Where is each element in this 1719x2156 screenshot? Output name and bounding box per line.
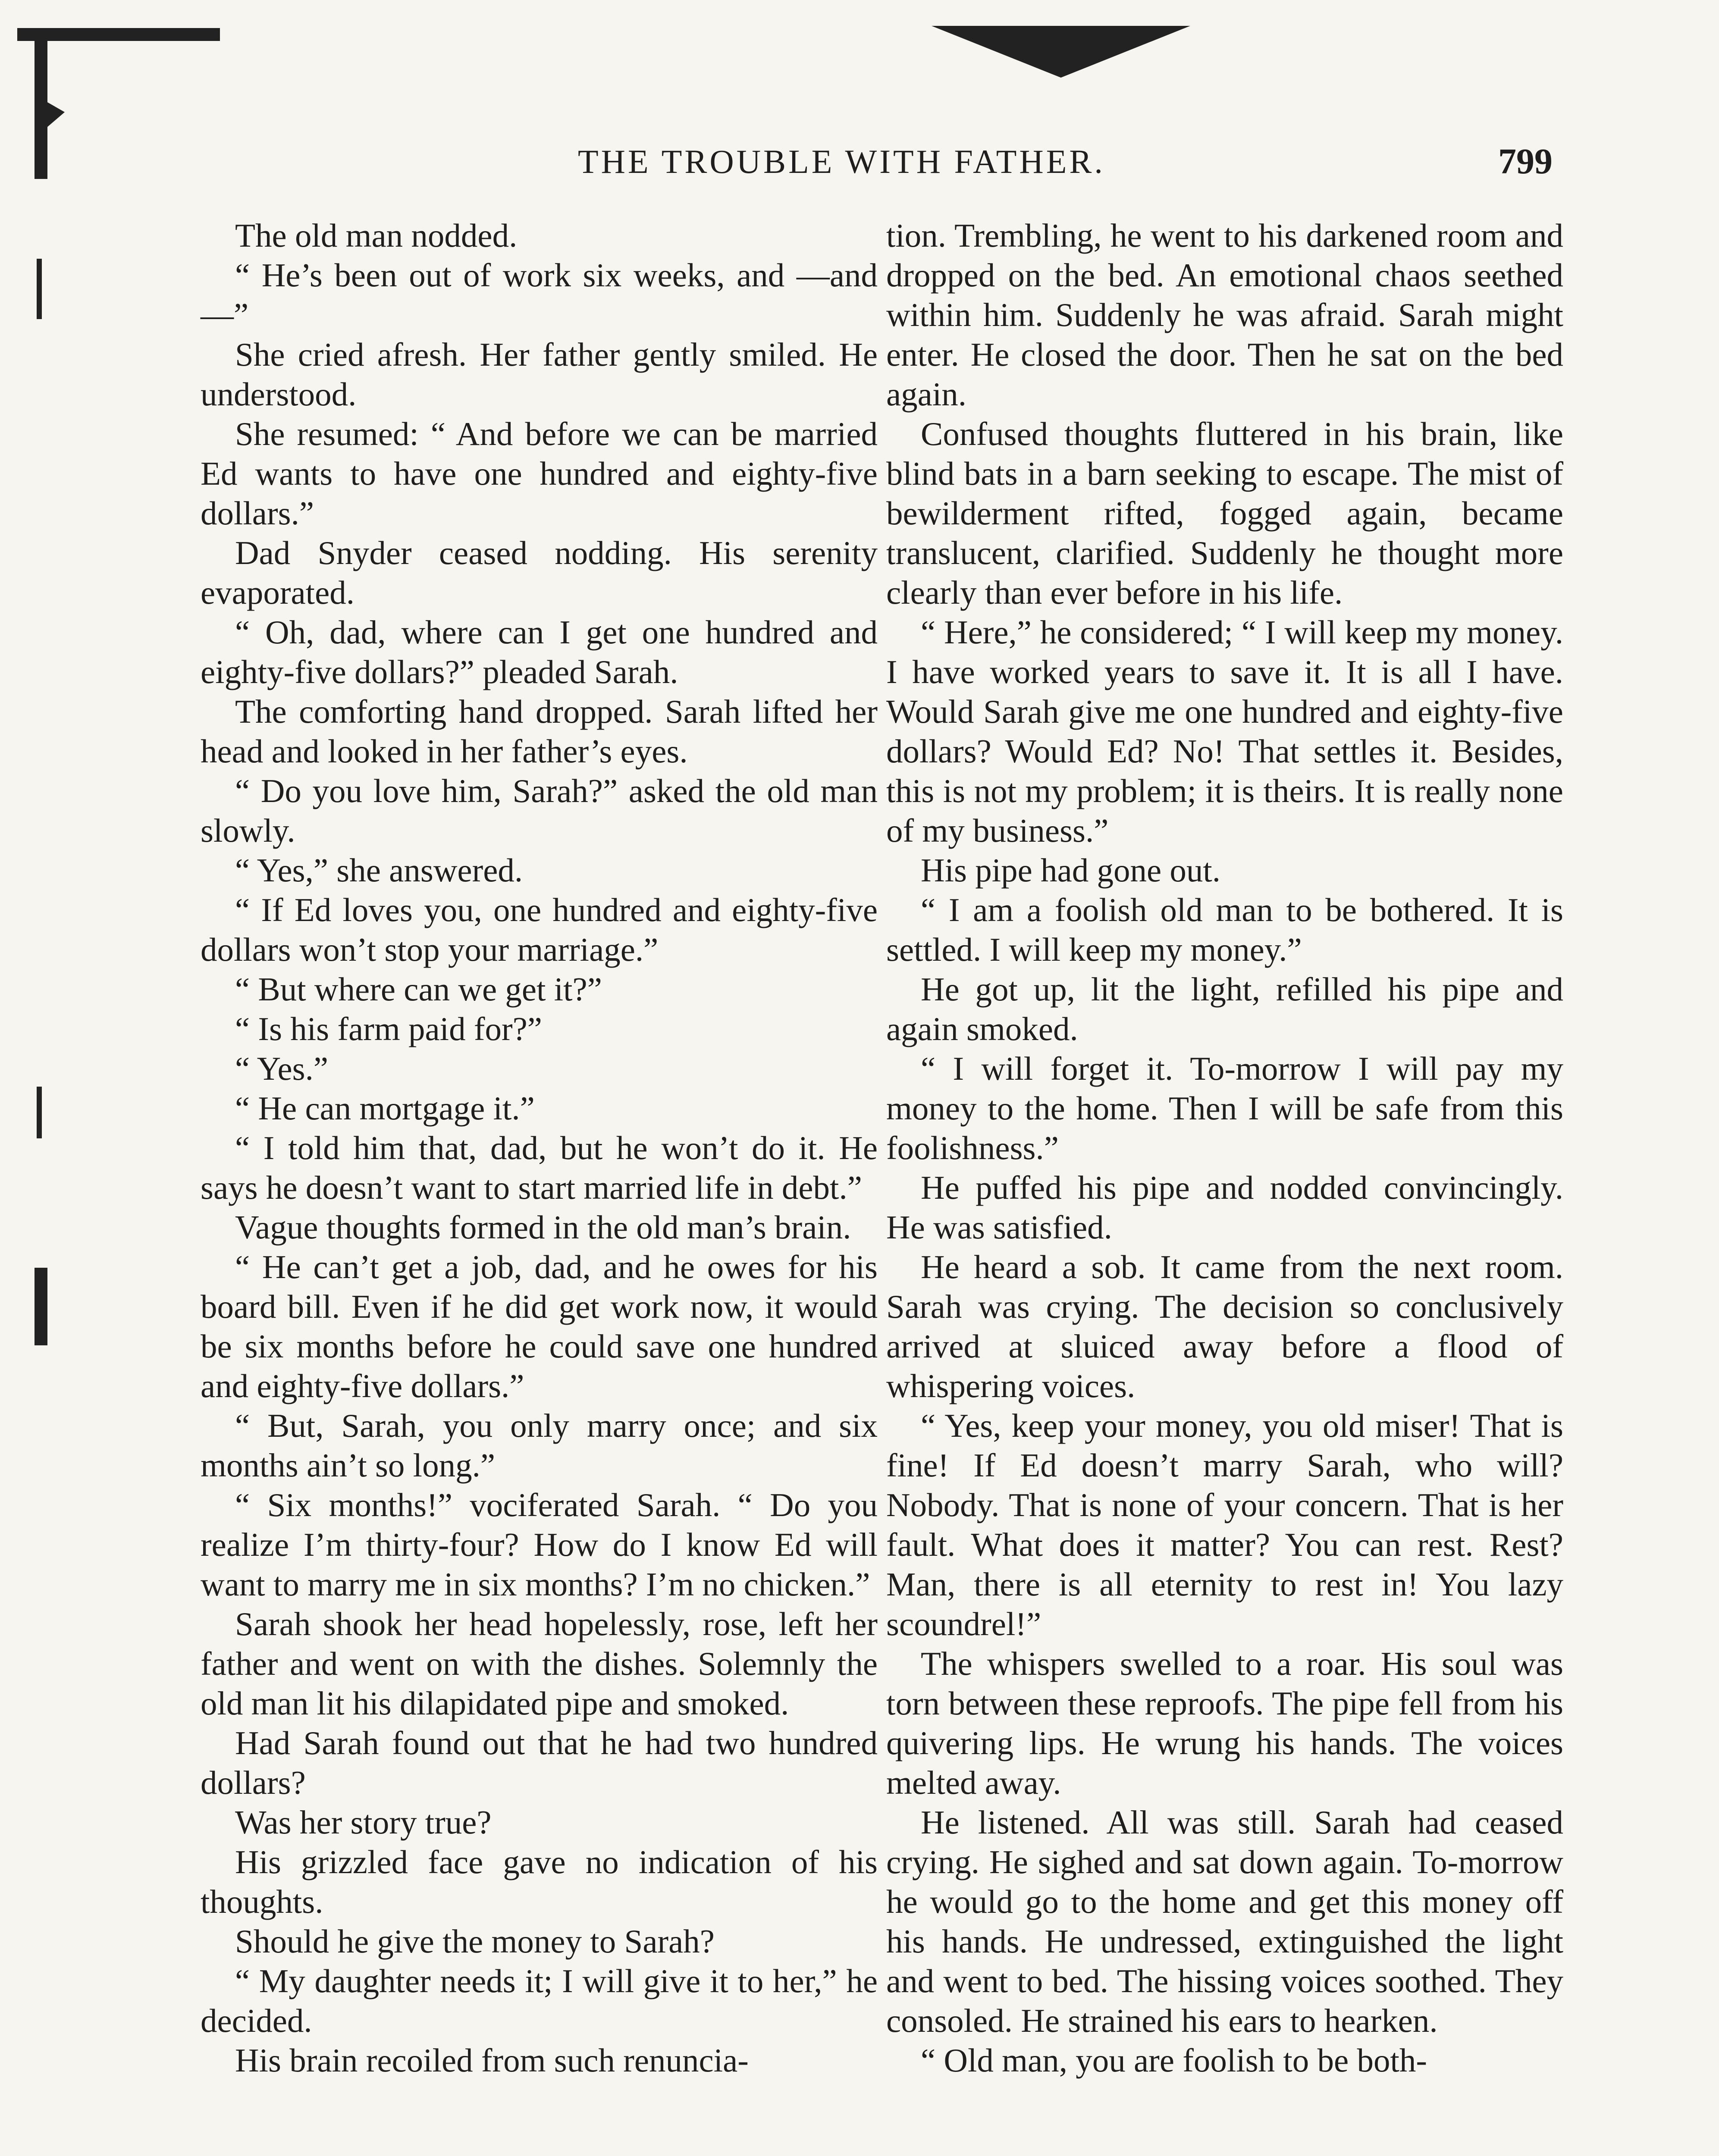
paragraph: Dad Snyder ceased nodding. His serenity evaporated. [201,534,878,611]
paragraph: tion. Trembling, he went to his darkened room and dropped on the bed. An emotional chaos seethed within him. Suddenly he was afraid. Sarah might enter. He closed the door. Then he sat on the bed again. [886,217,1563,413]
paragraph: “ Is his farm paid for?” [235,1010,542,1047]
paragraph: His brain recoiled from such renuncia- [235,2042,749,2079]
paragraph: Had Sarah found out that he had two hundred dollars? [201,1724,878,1801]
page-header [578,129,1553,190]
paragraph: She cried afresh. Her father gently smiled. He understood. [201,336,878,413]
paragraph: “ He can’t get a job, dad, and he owes for his board bill. Even if he did get work now, it would be six months before he could save one hundred and eighty-five dollars.” [201,1248,878,1404]
paragraph: “ Yes.” [235,1050,329,1087]
paragraph: “ My daughter needs it; I will give it to her,” he decided. [201,1962,878,2039]
paragraph: “ Here,” he considered; “ I will keep my money. I have worked years to save it. It is all I have. Would Sarah give me one hundred and eighty-five dollars? Would Ed? No! That settles it. Besides, this is not my problem; it is theirs. It is really none of my business.” [886,614,1563,849]
corner-notch-mark [35,95,65,138]
paragraph: “ Yes,” she answered. [235,852,523,889]
paragraph: “ He can mortgage it.” [235,1090,535,1127]
paragraph: “ I will forget it. To-morrow I will pay my money to the home. Then I will be safe from this foolishness.” [886,1050,1563,1166]
paragraph: “ Six months!” vociferated Sarah. “ Do you realize I’m thirty-four? How do I know Ed will want to marry me in six months? I’m no chicken.” [201,1486,878,1603]
margin-mark [37,1087,42,1138]
paragraph: He puffed his pipe and nodded convincingly. He was satisfied. [886,1169,1563,1246]
margin-mark [35,1268,47,1345]
paragraph: “ If Ed loves you, one hundred and eighty-five dollars won’t stop your marriage.” [201,891,878,968]
paragraph: “ But, Sarah, you only marry once; and six months ain’t so long.” [201,1407,878,1484]
paragraph: “ Old man, you are foolish to be both- [921,2042,1427,2079]
paragraph: The whispers swelled to a roar. His soul was torn between these reproofs. The pipe fell from his quivering lips. He wrung his hands. The voices melted away. [886,1645,1563,1801]
paragraph: His pipe had gone out. [921,852,1221,889]
paragraph: “ But where can we get it?” [235,971,602,1008]
paragraph: He heard a sob. It came from the next room. Sarah was crying. The decision so conclusively arrived at sluiced away before a flood of whispering voices. [886,1248,1563,1404]
paragraph: He listened. All was still. Sarah had ceased crying. He sighed and sat down again. To-morrow he would go to the home and get this money off his hands. He undressed, extinguished the light and went to bed. The hissing voices soothed. They consoled. He strained his ears to hearken. [886,1804,1563,2039]
corner-mark [17,28,220,41]
paragraph: Should he give the money to Sarah? [235,1923,715,1960]
paragraph: His grizzled face gave no indication of his thoughts. [201,1843,878,1920]
right-text-column [886,216,1563,2080]
paragraph: The comforting hand dropped. Sarah lifted her head and looked in her father’s eyes. [201,693,878,770]
paragraph: “ I told him that, dad, but he won’t do it. He says he doesn’t want to start married life in debt.” [201,1129,878,1206]
paragraph: The old man nodded. [235,217,518,254]
left-text-column [201,216,878,2080]
paragraph: Sarah shook her head hopelessly, rose, left her father and went on with the dishes. Solemnly the old man lit his dilapidated pipe and smoked. [201,1605,878,1722]
paragraph: “ He’s been out of work six weeks, and —and—” [201,257,878,333]
paragraph: “ Oh, dad, where can I get one hundred and eighty-five dollars?” pleaded Sarah. [201,614,878,690]
top-ink-blot [932,26,1190,78]
page-number: 799 [1498,141,1553,182]
paragraph: “ I am a foolish old man to be bothered. It is settled. I will keep my money.” [886,891,1563,968]
running-title: THE TROUBLE WITH FATHER. [578,143,1105,180]
margin-mark [37,259,42,319]
paragraph: He got up, lit the light, refilled his pipe and again smoked. [886,971,1563,1047]
paragraph: Confused thoughts fluttered in his brain, like blind bats in a barn seeking to escape. The mist of bewilderment rifted, fogged again, became translucent, clarified. Suddenly he thought more clearly than ever before in his life. [886,415,1563,611]
paragraph: Was her story true? [235,1804,492,1841]
paragraph: She resumed: “ And before we can be married Ed wants to have one hundred and eighty-five dollars.” [201,415,878,532]
paragraph: Vague thoughts formed in the old man’s brain. [235,1209,851,1246]
paragraph: “ Do you love him, Sarah?” asked the old man slowly. [201,772,878,849]
paragraph: “ Yes, keep your money, you old miser! That is fine! If Ed doesn’t marry Sarah, who will? Nobody. That is none of your concern. That is her fault. What does it matter? You can rest. Rest? Man, there is all eternity to rest in! You lazy scoundrel!” [886,1407,1563,1642]
